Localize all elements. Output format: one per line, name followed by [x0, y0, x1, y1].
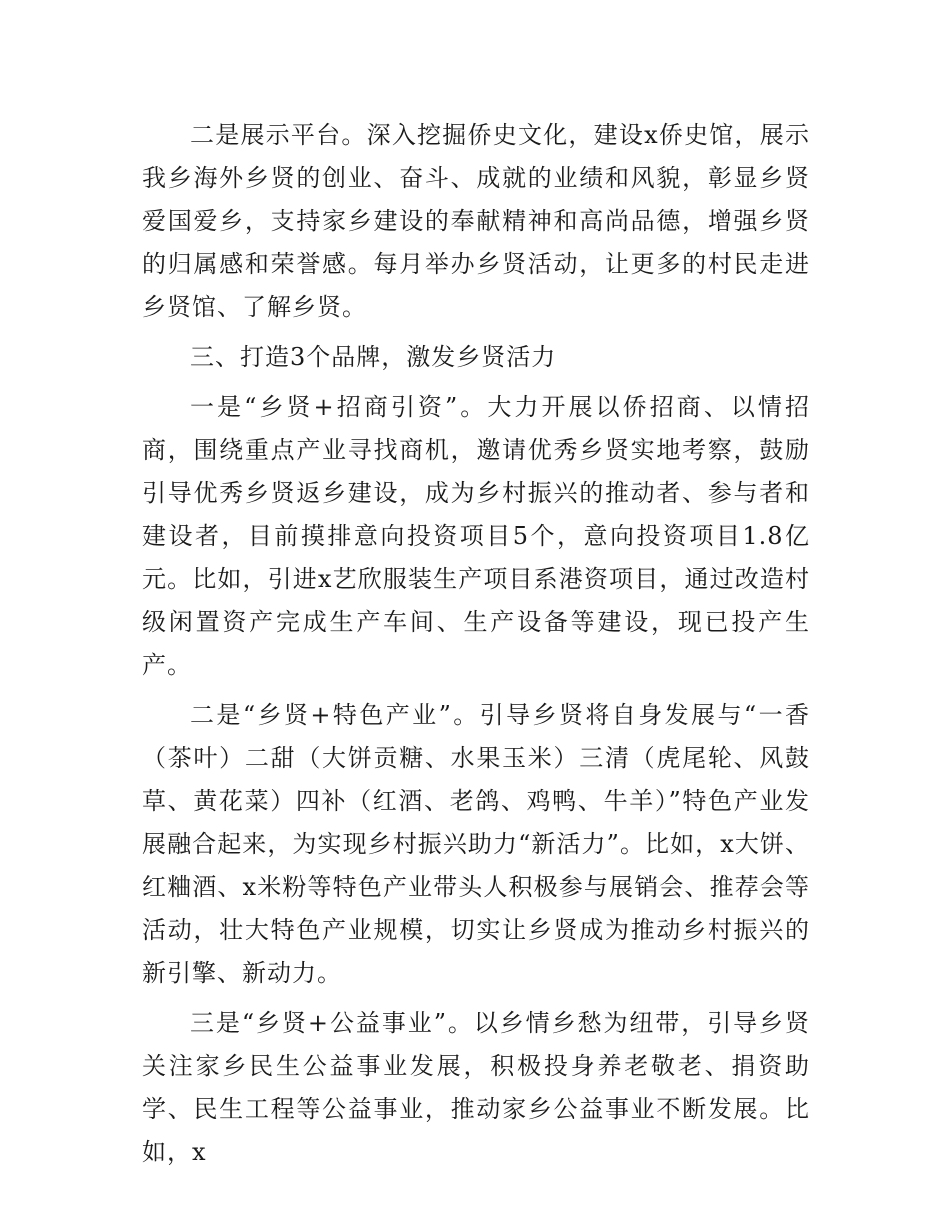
paragraph-investment: 一是“乡贤+招商引资”。大力开展以侨招商、以情招商，围绕重点产业寻找商机，邀请优秀乡贤实地考察，鼓励引导优秀乡贤返乡建设，成为乡村振兴的推动者、参与者和建设者，目前摸排意向投资项目5个，意向投资项目1.8亿元。比如，引进x艺欣服装生产项目系港资项目，通过改造村级闲置资产完成生产车间、生产设备等建设，现已投产生产。 — [142, 393, 810, 679]
paragraph-display-platform: 二是展示平台。深入挖掘侨史文化，建设x侨史馆，展示我乡海外乡贤的创业、奋斗、成就的业绩和风貌，彰显乡贤爱国爱乡，支持家乡建设的奉献精神和高尚品德，增强乡贤的归属感和荣誉感。每月举办乡贤活动，让更多的村民走进乡贤馆、了解乡贤。 — [142, 121, 810, 321]
paragraph-public-welfare: 三是“乡贤+公益事业”。以乡情乡愁为纽带，引导乡贤关注家乡民生公益事业发展，积极投身养老敬老、捐资助学、民生工程等公益事业，推动家乡公益事业不断发展。比如，x — [142, 1009, 810, 1166]
paragraph-special-industry: 二是“乡贤+特色产业”。引导乡贤将自身发展与“一香（茶叶）二甜（大饼贡糖、水果玉米）三清（虎尾轮、风鼓草、黄花菜）四补（红酒、老鸽、鸡鸭、牛羊）”特色产业发展融合起来，为实现乡村振兴助力“新活力”。比如，x大饼、红粬酒、x米粉等特色产业带头人积极参与展销会、推荐会等活动，壮大特色产业规模，切实让乡贤成为推动乡村振兴的新引擎、新动力。 — [142, 701, 810, 987]
document-body — [142, 114, 810, 1174]
section-heading-three-brands: 三、打造3个品牌，激发乡贤活力 — [190, 343, 557, 371]
